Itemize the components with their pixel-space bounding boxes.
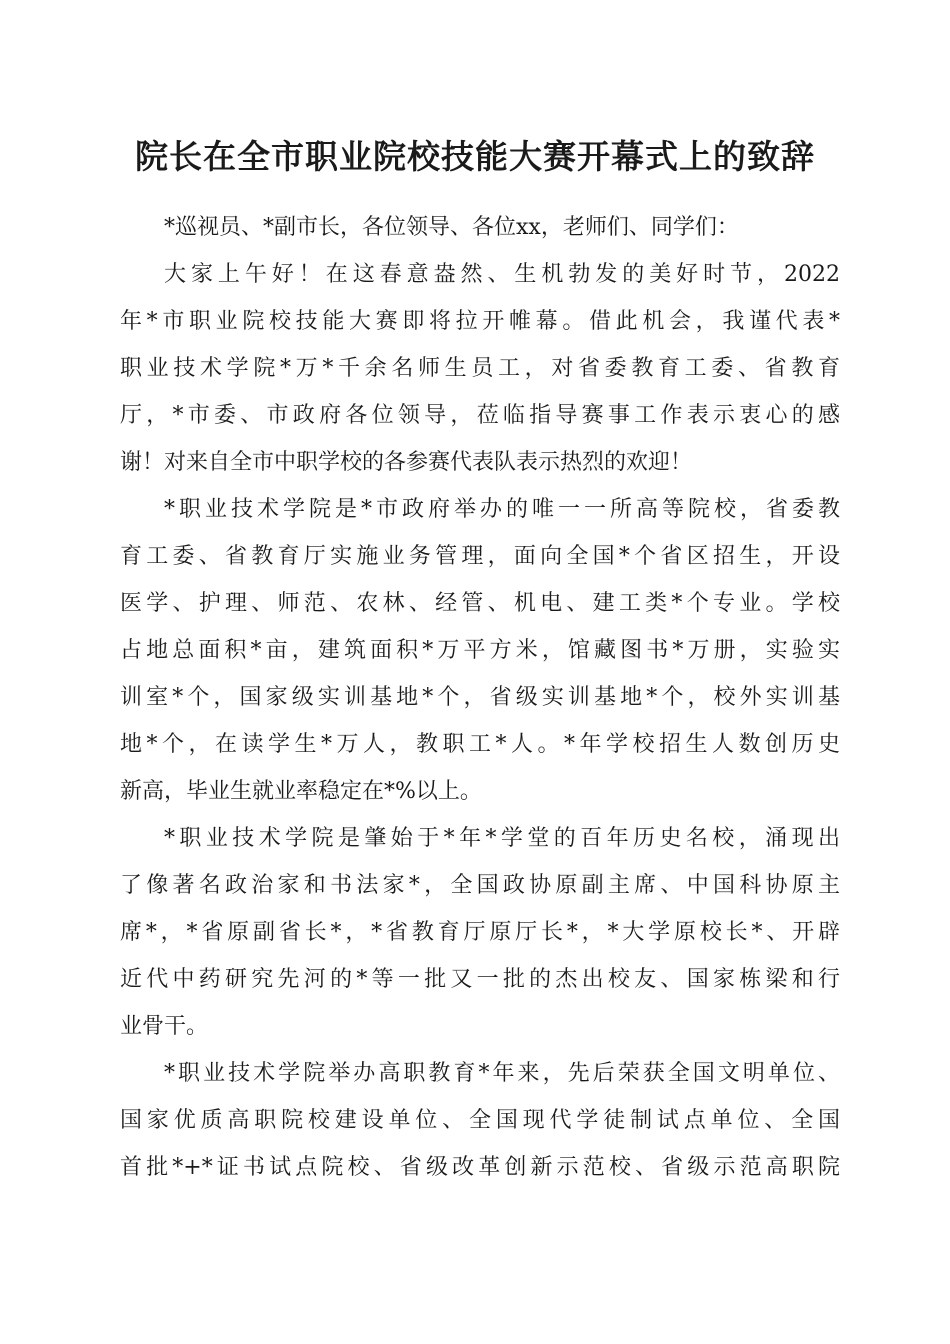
text-line: 年*市职业院校技能大赛即将拉开帷幕。借此机会，我谨代表* — [120, 309, 840, 334]
text-line: 大家上午好！在这春意盎然、生机勃发的美好时节，2022 — [164, 262, 840, 287]
text-line: 占地总面积*亩，建筑面积*万平方米，馆藏图书*万册，实验实 — [120, 638, 840, 663]
text-line: 国家优质高职院校建设单位、全国现代学徒制试点单位、全国 — [120, 1108, 840, 1133]
text-line: 地*个，在读学生*万人，教职工*人。*年学校招生人数创历史 — [120, 732, 840, 757]
text-line: 职业技术学院*万*千余名师生员工，对省委教育工委、省教育 — [120, 356, 840, 381]
text-line: *职业技术学院是*市政府举办的唯一一所高等院校，省委教 — [164, 497, 840, 522]
text-line: *职业技术学院是肇始于*年*学堂的百年历史名校，涌现出 — [164, 826, 840, 851]
document-body — [120, 204, 840, 1191]
text-line: *职业技术学院举办高职教育*年来，先后荣获全国文明单位、 — [164, 1061, 840, 1086]
text-line: 医学、护理、师范、农林、经管、机电、建工类*个专业。学校 — [120, 591, 840, 616]
text-line: *巡视员、*副市长，各位领导、各位xx，老师们、同学们： — [164, 215, 739, 240]
document-title: 院长在全市职业院校技能大赛开幕式上的致辞 — [135, 137, 815, 176]
text-line: 新高，毕业生就业率稳定在*%以上。 — [120, 779, 482, 804]
text-line: 近代中药研究先河的*等一批又一批的杰出校友、国家栋梁和行 — [120, 967, 840, 992]
text-line: 训室*个，国家级实训基地*个，省级实训基地*个，校外实训基 — [120, 685, 840, 710]
text-line: 育工委、省教育厅实施业务管理，面向全国*个省区招生，开设 — [120, 544, 840, 569]
text-line: 谢！对来自全市中职学校的各参赛代表队表示热烈的欢迎！ — [120, 450, 693, 475]
text-line: 了像著名政治家和书法家*，全国政协原副主席、中国科协原主 — [120, 873, 840, 898]
text-line: 席*，*省原副省长*，*省教育厅原厅长*，*大学原校长*、开辟 — [120, 920, 840, 945]
text-line: 首批*+*证书试点院校、省级改革创新示范校、省级示范高职院 — [120, 1155, 840, 1180]
text-line: 厅，*市委、市政府各位领导，莅临指导赛事工作表示衷心的感 — [120, 403, 840, 428]
text-line: 业骨干。 — [120, 1014, 209, 1039]
